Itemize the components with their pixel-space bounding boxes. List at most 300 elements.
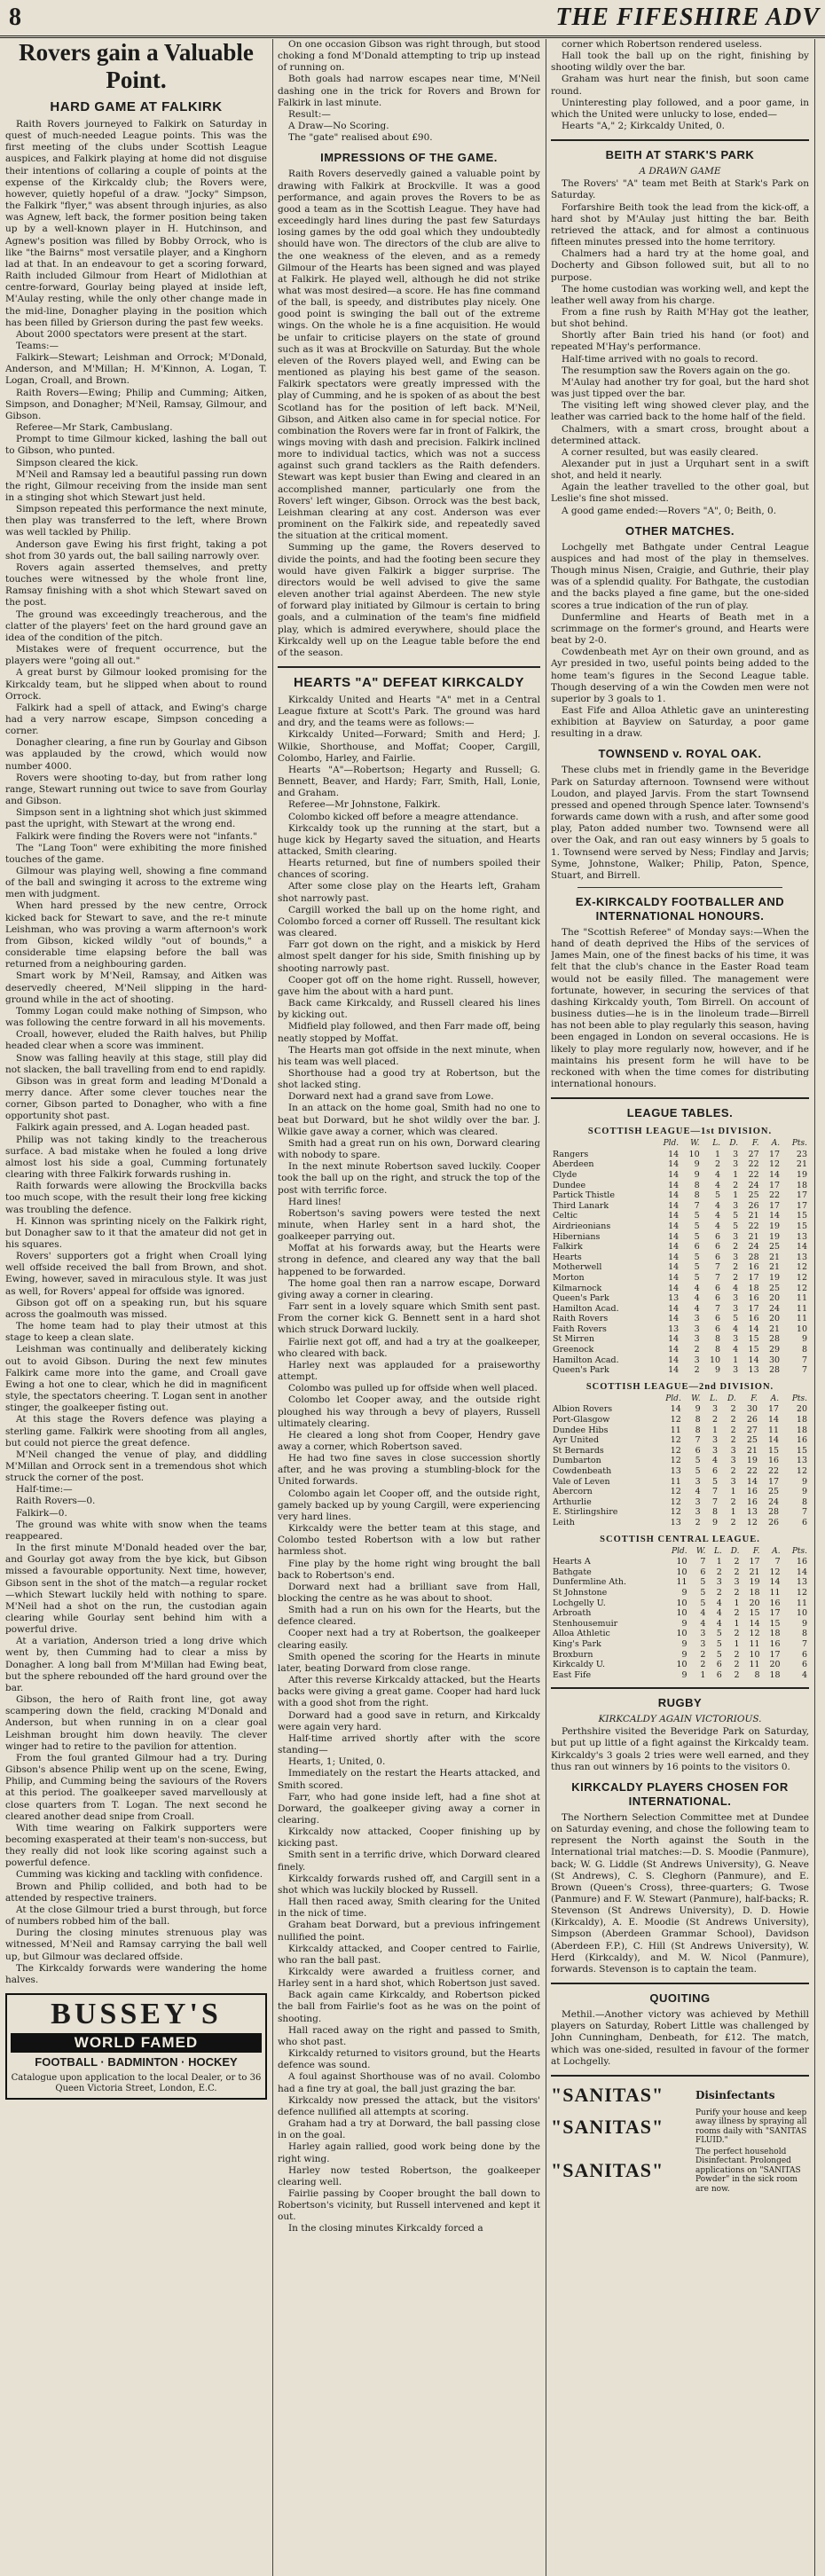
- paragraph: Falkirk again pressed, and A. Logan headed past.: [16, 1122, 250, 1134]
- table-row: [551, 1415, 809, 1425]
- stat-cell: 2: [730, 1425, 736, 1435]
- team-name: St Mirren: [553, 1334, 594, 1345]
- stat-cell: 2: [733, 1262, 739, 1273]
- stat-cell: 15: [748, 1345, 759, 1355]
- stat-cell: 3: [700, 1629, 706, 1639]
- stat-cell: 6: [715, 1252, 721, 1262]
- column-header: Pld.: [663, 1139, 680, 1149]
- stat-cell: 14: [668, 1231, 680, 1242]
- stat-cell: 20: [769, 1314, 781, 1324]
- paragraph: Chalmers had a hard try at the home goal, and Docherty and Gibson followed suit, but all to no purpose.: [551, 248, 809, 283]
- stat-cell: 3: [695, 1496, 701, 1507]
- stat-cell: 28: [768, 1507, 780, 1518]
- team-name: St Johnstone: [553, 1587, 608, 1598]
- paragraph: Raith Rovers—0.: [16, 1496, 96, 1507]
- team-name: Cowdenbeath: [553, 1466, 612, 1476]
- stat-cell: 15: [768, 1445, 780, 1456]
- team-name: Port-Glasgow: [553, 1415, 610, 1425]
- stat-cell: 3: [733, 1231, 739, 1242]
- table-row: [551, 1660, 809, 1670]
- stat-cell: 16: [768, 1456, 780, 1466]
- stat-cell: 6: [695, 1445, 701, 1456]
- paragraph: Kirkcaldy United and Hearts "A" met in a Central League fixture at Scott's Park. The ground was hard and dry, and the teams were as follows:—: [278, 694, 540, 729]
- stat-cell: 12: [749, 1629, 760, 1639]
- stat-cell: 5: [716, 1629, 722, 1639]
- stat-cell: 17: [768, 1404, 780, 1415]
- paragraph: The home team had to play their utmost at this stage to keep a clean slate.: [5, 1321, 267, 1344]
- paragraph: Philip was not taking kindly to the treacherous surface. A bad mistake when he fouled a long drive almost lost his side a goal, Cumming fortunately clearing with three Falkirk forwards rushing in.: [5, 1134, 267, 1181]
- stat-cell: 4: [694, 1283, 700, 1293]
- stat-cell: 8: [754, 1669, 760, 1680]
- divider: [551, 1687, 809, 1689]
- paragraph: Harley now tested Robertson, the goalkeeper clearing well.: [278, 2164, 540, 2187]
- table-row: [551, 1466, 809, 1477]
- stat-cell: 7: [774, 1557, 781, 1567]
- paragraph: Cooper next had a try at Robertson, the goalkeeper clearing easily.: [278, 1628, 540, 1651]
- section-subheading: KIRKCALDY AGAIN VICTORIOUS.: [598, 1714, 762, 1725]
- team-name: Airdrieonians: [553, 1221, 611, 1231]
- table-row: [551, 1598, 809, 1609]
- column-header: W.: [695, 1546, 706, 1556]
- paragraph: Donagher clearing, a fine run by Gourlay and Gibson was applauded by the crowd, which would now number 4000.: [5, 737, 267, 772]
- stat-cell: 17: [796, 1190, 807, 1201]
- divider: [278, 666, 540, 668]
- stat-cell: 5: [694, 1272, 700, 1283]
- stat-cell: 22: [769, 1190, 781, 1201]
- table-row: [551, 1190, 809, 1201]
- stat-cell: 15: [796, 1445, 807, 1456]
- stat-cell: 12: [796, 1466, 807, 1476]
- stat-cell: 6: [801, 1660, 807, 1670]
- stat-cell: 6: [715, 1231, 721, 1242]
- table-row: [551, 1211, 809, 1221]
- stat-cell: 5: [715, 1190, 721, 1201]
- paragraph: A good game ended:—Rovers "A", 0; Beith, 0.: [562, 505, 777, 516]
- table-header-row: [551, 1547, 809, 1558]
- stat-cell: 14: [668, 1242, 680, 1253]
- column-1: [5, 39, 267, 2576]
- stat-cell: 9: [681, 1649, 688, 1660]
- stat-cell: 11: [768, 1425, 780, 1435]
- paragraph: Hearts "A," 2; Kirkcaldy United, 0.: [562, 121, 725, 132]
- table-row: [551, 1577, 809, 1588]
- stat-cell: 17: [748, 1303, 759, 1314]
- stat-cell: 16: [748, 1262, 759, 1273]
- paragraph: Farr sent in a lovely square which Smith sent past. From the corner kick G. Bennett sent in a hard shot which struck Dorward luckily.: [278, 1301, 540, 1336]
- stat-cell: 6: [801, 1517, 807, 1528]
- stat-cell: 11: [676, 1577, 688, 1588]
- table-row: [551, 1435, 809, 1446]
- article-body: [551, 542, 809, 741]
- stat-cell: 19: [796, 1169, 807, 1180]
- table-row: [551, 1181, 809, 1191]
- paragraph: H. Kinnon was sprinting nicely on the Falkirk right, but Donagher saw to it that the amateur did not get in his squares.: [5, 1215, 267, 1250]
- paragraph: Hearts "A"—Robertson; Hegarty and Russell; G. Bennett, Beaver, and Hardy; Farr, Smith, Hall, Lonie, and Graham.: [278, 764, 540, 799]
- team-name: Faith Rovers: [553, 1323, 607, 1334]
- stat-cell: 8: [801, 1496, 807, 1507]
- stat-cell: 25: [748, 1190, 759, 1201]
- column-header: A.: [772, 1546, 781, 1556]
- team-name: Dunfermline Ath.: [553, 1577, 627, 1588]
- paragraph: After some close play on the Hearts left, Graham shot narrowly past.: [278, 881, 540, 904]
- column-rule: [272, 39, 273, 2576]
- stat-cell: 10: [676, 1598, 688, 1608]
- stat-cell: 6: [715, 1242, 721, 1253]
- stat-cell: 6: [715, 1293, 721, 1304]
- paragraph: In the next minute Robertson saved luckily. Cooper took the ball up on the right, and struck the top of the post with terrific force.: [278, 1161, 540, 1196]
- stat-cell: 6: [716, 1669, 722, 1680]
- stat-cell: 4: [801, 1669, 807, 1680]
- team-name: Dundee Hibs: [553, 1425, 609, 1435]
- stat-cell: 13: [796, 1456, 807, 1466]
- paragraph: Summing up the game, the Rovers deserved to divide the points, and had the footing been secure they would have given Falkirk a bigger surprise. The directors would be well advised to give the same eleven another trial against Aberdeen. The new style of forward play initiated by Gilmour is certain to bring goals, and a culmination of the team's fine midfield play, which is admired everywhere, should place the Kirkcaldy well up on the League table before the end of the season.: [278, 542, 540, 658]
- paragraph: At the close Gilmour tried a burst through, but force of numbers robbed him of the ball.: [5, 1904, 267, 1928]
- stat-cell: 28: [769, 1365, 781, 1376]
- team-name: Hamilton Acad.: [553, 1303, 619, 1314]
- team-name: Kilmarnock: [553, 1283, 602, 1293]
- stat-cell: 3: [700, 1638, 706, 1649]
- stat-cell: 14: [668, 1345, 680, 1355]
- stat-cell: 16: [748, 1314, 759, 1324]
- paragraph: Kirkcaldy were awarded a fruitless corner, and Harley sent in a hard shot, which Robertson just saved.: [278, 1967, 540, 1990]
- stat-cell: 12: [670, 1496, 681, 1507]
- paragraph: Kirkcaldy returned to visitors ground, but the Hearts defence was sound.: [278, 2048, 540, 2071]
- team-name: St Bernards: [553, 1445, 604, 1456]
- advert-band: WORLD FAMED: [11, 2033, 262, 2053]
- stat-cell: 7: [694, 1200, 700, 1211]
- stat-cell: 6: [715, 1283, 721, 1293]
- stat-cell: 5: [733, 1221, 739, 1231]
- article-body: [551, 1726, 809, 1773]
- paragraph: Kirkcaldy now attacked, Cooper finishing up by kicking past.: [278, 1826, 540, 1850]
- stat-cell: 9: [681, 1587, 688, 1598]
- paragraph: Result:—: [288, 108, 331, 120]
- column-header: [551, 1139, 653, 1150]
- stat-cell: 6: [711, 1466, 718, 1476]
- paragraph: Harley next was applauded for a praiseworthy attempt.: [278, 1359, 540, 1383]
- paragraph: Both goals had narrow escapes near time, M'Neil dashing one in the trick for Rovers and Brown for Falkirk in last minute.: [278, 74, 540, 108]
- stat-cell: 2: [700, 1660, 706, 1670]
- stat-cell: 18: [769, 1669, 781, 1680]
- paragraph: Back again came Kirkcaldy, and Robertson picked the ball from Fairlie's foot as he was on the point of shooting.: [278, 1990, 540, 2024]
- table-row: [551, 1446, 809, 1457]
- table-row: [551, 1284, 809, 1294]
- stat-cell: 18: [796, 1180, 807, 1190]
- stat-cell: 30: [769, 1355, 781, 1365]
- stat-cell: 12: [769, 1159, 781, 1170]
- paragraph: Referee—Mr Stark, Cambuslang.: [16, 422, 173, 434]
- stat-cell: 2: [730, 1466, 736, 1476]
- paragraph: In the closing minutes Kirkcaldy forced a: [288, 2223, 483, 2234]
- table-row: [551, 1608, 809, 1619]
- stat-cell: 14: [668, 1272, 680, 1283]
- stat-cell: 7: [695, 1435, 701, 1446]
- stat-cell: 12: [769, 1567, 781, 1577]
- stat-cell: 14: [749, 1618, 760, 1629]
- paragraph: Rovers' supporters got a fright when Croall lying well offside received the ball from Brown, and shot. Ewing, however, saved in miraculous style. It was just as well, for Rovers' appeal for offside was ignored.: [5, 1251, 267, 1297]
- column-header: Pts.: [791, 1394, 807, 1403]
- table-row: [551, 1567, 809, 1578]
- paragraph: Gibson was in great form and leading M'Donald a merry dance. After some clever touches near the corner, Gibson parted to Donagher, who with a fine opportunity shot past.: [5, 1075, 267, 1122]
- table-row: [551, 1242, 809, 1253]
- stat-cell: 12: [670, 1415, 681, 1425]
- stat-cell: 4: [700, 1608, 706, 1619]
- stat-cell: 10: [676, 1629, 688, 1639]
- stat-cell: 9: [694, 1159, 700, 1170]
- stat-cell: 16: [746, 1496, 758, 1507]
- stat-cell: 7: [715, 1272, 721, 1283]
- stat-cell: 21: [769, 1252, 781, 1262]
- paragraph: Smart work by M'Neil, Ramsay, and Aitken was deservedly cheered, M'Neil slipping in the hard-ground while in the act of shooting.: [5, 970, 267, 1005]
- column-header: L.: [712, 1139, 721, 1149]
- table-row: [551, 1518, 809, 1528]
- stat-cell: 8: [711, 1507, 718, 1518]
- stat-cell: 14: [668, 1190, 680, 1201]
- paragraph: The Rovers' "A" team met Beith at Stark's Park on Saturday.: [551, 178, 809, 201]
- stat-cell: 5: [694, 1221, 700, 1231]
- league-table-title: SCOTTISH LEAGUE—2nd DIVISION.: [585, 1381, 774, 1392]
- league-table-title: SCOTTISH LEAGUE—1st DIVISION.: [587, 1127, 773, 1137]
- stat-cell: 14: [796, 1567, 807, 1577]
- stat-cell: 8: [715, 1334, 721, 1345]
- stat-cell: 21: [769, 1323, 781, 1334]
- section-heading: BEITH AT STARK'S PARK: [605, 148, 755, 162]
- paragraph: Methil.—Another victory was achieved by Methill players on Saturday, Robert Little was challenged by John Cunningham, Denbeath, for £12. The match, which was one-sided, resulted in favour of the former at Lochgelly.: [551, 2009, 809, 2067]
- stat-cell: 24: [768, 1496, 780, 1507]
- team-name: Abercorn: [553, 1487, 593, 1497]
- stat-cell: 14: [668, 1169, 680, 1180]
- stat-cell: 18: [769, 1629, 781, 1639]
- stat-cell: 2: [694, 1365, 700, 1376]
- stat-cell: 7: [700, 1557, 706, 1567]
- stat-cell: 12: [796, 1272, 807, 1283]
- advert-label: Disinfectants: [695, 2088, 775, 2101]
- stat-cell: 1: [730, 1487, 736, 1497]
- table-row: [551, 1232, 809, 1243]
- team-name: Stenhousemuir: [553, 1618, 618, 1629]
- stat-cell: 4: [715, 1169, 721, 1180]
- paragraph: Fairlie passing by Cooper brought the ball down to Robertson's vicinity, but Russell intervened and kept it out.: [278, 2187, 540, 2223]
- column-header: A.: [771, 1139, 781, 1149]
- paragraph: Shorthouse had a good try at Robertson, but the shot lacked sting.: [278, 1067, 540, 1091]
- paragraph: Teams:—: [16, 340, 59, 351]
- stat-cell: 4: [715, 1211, 721, 1221]
- stat-cell: 25: [746, 1435, 758, 1446]
- stat-cell: 9: [801, 1487, 807, 1497]
- stat-cell: 2: [716, 1587, 722, 1598]
- article-body: [551, 39, 809, 132]
- stat-cell: 3: [733, 1293, 739, 1304]
- stat-cell: 12: [796, 1587, 807, 1598]
- stat-cell: 7: [711, 1487, 718, 1497]
- paragraph: When hard pressed by the new centre, Orrock kicked back for Stewart to save, and the re-t minute Leishman, who was proving a warm afternoon's work from Gibson, kicked wildly "out of bounds," a considerable time elapsing before the ball was returned from a neighbouring garden.: [5, 900, 267, 970]
- paragraph: A great burst by Gilmour looked promising for the Kirkcaldy team, but he slipped when about to round Orrock.: [5, 667, 267, 702]
- team-name: East Fife: [553, 1669, 592, 1680]
- stat-cell: 1: [711, 1425, 718, 1435]
- stat-cell: 17: [768, 1476, 780, 1487]
- stat-cell: 16: [748, 1293, 759, 1304]
- table-row: [551, 1670, 809, 1681]
- stat-cell: 11: [796, 1303, 807, 1314]
- stat-cell: 2: [730, 1415, 736, 1425]
- stat-cell: 14: [668, 1159, 680, 1170]
- column-header: L.: [710, 1394, 718, 1403]
- stat-cell: 5: [694, 1252, 700, 1262]
- paragraph: Kirkcaldy took up the running at the start, but a huge kick by Hegarty saved the situation, and Hearts attacked, Smith clearing.: [278, 822, 540, 857]
- stat-cell: 4: [715, 1180, 721, 1190]
- stat-cell: 24: [769, 1303, 781, 1314]
- section-subheading: A DRAWN GAME: [639, 166, 721, 177]
- paragraph: Gilmour was playing well, showing a fine command of the ball and swinging it across to the extreme wing men with judgment.: [5, 866, 267, 900]
- stat-cell: 9: [681, 1638, 688, 1649]
- paragraph: Robertson's saving powers were tested the next minute, when Harley sent in a hard shot, the goalkeeper parrying out.: [278, 1207, 540, 1243]
- page-number: 8: [9, 4, 21, 31]
- table-header-row: [551, 1394, 809, 1405]
- stat-cell: 13: [670, 1466, 681, 1476]
- team-name: E. Stirlingshire: [553, 1507, 618, 1518]
- stat-cell: 16: [746, 1487, 758, 1497]
- stat-cell: 11: [796, 1314, 807, 1324]
- table-row: [551, 1497, 809, 1508]
- paragraph: Falkirk were finding the Rovers were not "infants.": [16, 830, 257, 842]
- stat-cell: 3: [695, 1476, 701, 1487]
- stat-cell: 2: [733, 1242, 739, 1253]
- table-row: [551, 1150, 809, 1160]
- stat-cell: 2: [734, 1629, 740, 1639]
- stat-cell: 4: [695, 1487, 701, 1497]
- paragraph: Rovers again asserted themselves, and pretty touches were witnessed by the whole front line, Ramsay finishing with a shot which Stewart saved on the post.: [5, 562, 267, 609]
- team-name: Falkirk: [553, 1242, 583, 1253]
- stat-cell: 14: [670, 1404, 681, 1415]
- stat-cell: 3: [730, 1445, 736, 1456]
- stat-cell: 2: [733, 1272, 739, 1283]
- stat-cell: 8: [801, 1629, 807, 1639]
- stat-cell: 4: [733, 1283, 739, 1293]
- paragraph: Smith had a great run on his own, Dorward clearing with nobody to spare.: [278, 1137, 540, 1161]
- article-body: [551, 765, 809, 882]
- section-heading: HEARTS "A" DEFEAT KIRKCALDY: [294, 674, 524, 690]
- paragraph: The "Scottish Referee" of Monday says:—When the hand of death deprived the Hibs of the services of James Main, one of the finest backs of his time, it was felt that the club's chance in the Easter Road team would not be easily filled. The management were fortunate, however, in securing the services of that dashing Kirkcaldy youth, Tom Birrell. On account of business duties—he is in the linoleum trade—Birrell has not been able to play regularly this season, having been engaged in London on several occasions. He is likely to play more regularly now, however, and if he maintains his present form he will have to be reckoned with when the time comes for distributing international honours.: [551, 927, 809, 1090]
- paragraph: He had two fine saves in close succession shortly after, and he was proving a stumbling-block for the United forwards.: [278, 1453, 540, 1488]
- stat-cell: 8: [695, 1415, 701, 1425]
- stat-cell: 1: [715, 1149, 721, 1159]
- stat-cell: 12: [670, 1487, 681, 1497]
- paragraph: M'Aulay had another try for goal, but the hard shot was just tipped over the bar.: [551, 376, 809, 400]
- advert-brand: BUSSEY'S: [51, 1998, 222, 2030]
- stat-cell: 2: [715, 1159, 721, 1170]
- stat-cell: 10: [676, 1567, 688, 1577]
- stat-cell: 20: [769, 1660, 781, 1670]
- paragraph: M'Neil changed the venue of play, and diddling M'Millan and Orrock sent in a tremendous shot which struck the corner of the post.: [5, 1449, 267, 1484]
- paragraph: Harley again rallied, good work being done by the right wing.: [278, 2141, 540, 2164]
- stat-cell: 6: [715, 1323, 721, 1334]
- stat-cell: 19: [749, 1577, 760, 1588]
- stat-cell: 22: [748, 1221, 759, 1231]
- stat-cell: 26: [768, 1517, 780, 1528]
- stat-cell: 7: [801, 1507, 807, 1518]
- stat-cell: 3: [716, 1577, 722, 1588]
- paragraph: About 2000 spectators were present at the start.: [16, 328, 248, 340]
- stat-cell: 16: [796, 1435, 807, 1446]
- column-header: Pts.: [791, 1546, 807, 1556]
- column-rule: [814, 39, 815, 2576]
- team-name: Kirkcaldy U.: [553, 1660, 606, 1670]
- stat-cell: 2: [734, 1567, 740, 1577]
- paragraph: The "gate" realised about £90.: [288, 132, 433, 144]
- paragraph: Hearts returned, but fine of numbers spoiled their chances of scoring.: [278, 858, 540, 881]
- stat-cell: 2: [700, 1649, 706, 1660]
- table-row: [551, 1170, 809, 1181]
- stat-cell: 7: [711, 1496, 718, 1507]
- section-heading: KIRKCALDY PLAYERS CHOSEN FOR INTERNATIONAL.: [571, 1779, 789, 1808]
- stat-cell: 14: [668, 1314, 680, 1324]
- stat-cell: 14: [768, 1435, 780, 1446]
- section-heading: EX-KIRKCALDY FOOTBALLER AND INTERNATIONAL HONOURS.: [575, 895, 785, 923]
- stat-cell: 1: [733, 1190, 739, 1201]
- paragraph: The Hearts man got offside in the next minute, when his team was well placed.: [278, 1044, 540, 1067]
- paragraph: The visiting left wing showed clever play, and the leather was carried back to the home half of the field.: [551, 400, 809, 423]
- paragraph: A foul against Shorthouse was of no avail. Colombo had a fine try at goal, the ball just grazing the bar.: [278, 2071, 540, 2094]
- stat-cell: 3: [734, 1577, 740, 1588]
- paragraph: Graham was hurt near the finish, but soon came round.: [551, 74, 809, 97]
- divider: [551, 1097, 809, 1099]
- stat-cell: 3: [694, 1334, 700, 1345]
- section-heading: LEAGUE TABLES.: [626, 1106, 734, 1120]
- paragraph: These clubs met in friendly game in the Beveridge Park on Saturday afternoon. Townsend were without Loudon, and played Jarvis. From the start Townsend pressed and opened through Spence later. Townsend's forwards came down with a rush, and after some good play, Paton added number two. Townsend were all over the Oak, and ran out easy winners by 5 goals to 1. Townsend were served by Ness; Findlay and Jarvis; Syme, Johnstone, Walker; Philip, Paton, Spence, Stuart, and Birrell.: [551, 765, 809, 881]
- stat-cell: 14: [668, 1200, 680, 1211]
- stat-cell: 10: [676, 1608, 688, 1619]
- stat-cell: 1: [700, 1669, 706, 1680]
- stat-cell: 4: [733, 1323, 739, 1334]
- stat-cell: 10: [749, 1649, 760, 1660]
- paragraph: Kirkcaldy now pressed the attack, but the visitors' defence nullified all attempts at scoring.: [278, 2094, 540, 2117]
- stat-cell: 14: [668, 1221, 680, 1231]
- stat-cell: 17: [769, 1608, 781, 1619]
- stat-cell: 11: [749, 1638, 760, 1649]
- table-row: [551, 1253, 809, 1263]
- advert-row: [551, 2084, 809, 2107]
- stat-cell: 17: [769, 1649, 781, 1660]
- stat-cell: 3: [730, 1476, 736, 1487]
- stat-cell: 21: [746, 1445, 758, 1456]
- paragraph: Raith Rovers—Ewing; Philip and Cumming; Aitken, Simpson, and Donagher; M'Neil, Ramsay, Gilmour, and Gibson.: [5, 387, 267, 421]
- column-header: A.: [770, 1394, 780, 1403]
- stat-cell: 3: [695, 1507, 701, 1518]
- stat-cell: 23: [796, 1149, 807, 1159]
- stat-cell: 18: [749, 1587, 760, 1598]
- stat-cell: 25: [769, 1242, 781, 1253]
- stat-cell: 5: [711, 1476, 718, 1487]
- paragraph: Fairlie next got off, and had a try at the goalkeeper, who cleared with back.: [278, 1336, 540, 1359]
- stat-cell: 7: [715, 1303, 721, 1314]
- team-name: King's Park: [553, 1638, 601, 1649]
- article-body: [278, 39, 540, 144]
- stat-cell: 5: [695, 1466, 701, 1476]
- paragraph: Hall raced away on the right and passed to Smith, who shot past.: [278, 2024, 540, 2047]
- table-row: [551, 1355, 809, 1366]
- stat-cell: 6: [801, 1649, 807, 1660]
- paragraph: Cargill worked the ball up on the home right, and Colombo forced a corner off Russell. The resultant kick was cleared.: [278, 904, 540, 939]
- table-row: [551, 1456, 809, 1466]
- stat-cell: 5: [733, 1314, 739, 1324]
- stat-cell: 14: [668, 1283, 680, 1293]
- stat-cell: 14: [668, 1355, 680, 1365]
- stat-cell: 21: [749, 1567, 760, 1577]
- stat-cell: 14: [668, 1334, 680, 1345]
- paragraph: corner which Robertson rendered useless.: [562, 39, 763, 50]
- paragraph: Colombo was pulled up for offside when well placed.: [288, 1383, 538, 1394]
- paragraph: Raith Rovers deservedly gained a valuable point by drawing with Falkirk at Brockville. It was a good performance, and again proves the Rovers to be as good a team as in the Scottish League. They have had exceedingly hard lines during the past few Saturdays losing games by the odd goal which they undoubtedly should have won. The directors of the club are alive to the one weakness of the eleven, and as a remedy Gilmour of the Hearts has been signed and was played at Falkirk. He played well, although he did not strike what was most desired—a score. He has fine command of the ball, is speedy, and distributes play nicely. One good point is swinging the ball out of the extreme wings. On the whole he is a fine acquisition. He would be unfair to criticise players on the state of ground such as it was at Brockville on Saturday. But the whole eleven of the Rovers played well, and Ewing can be mentioned as playing his best game of the season. Falkirk spectators were greatly impressed with the play of Cumming, and he is spoken of as about the best Scotland has for the position of left back. M'Neil, Gibson, and Aitken also came in for special notice. For combination the Rovers were far in front of Falkirk, the wings moving with dash and precision. Falkirk inclined more to individual tactics, which was not a success against such grand tacklers as the Raith defenders. Stewart was kept busier than Ewing and cleared in an accomplished manner, particularly one from the Rovers' left winger, Gibson. Orrock was the best back, Leishman clearing at any cost. Anderson was ever prominent on the Falkirk side, and repeatedly saved the situation at the critical moment.: [278, 169, 540, 542]
